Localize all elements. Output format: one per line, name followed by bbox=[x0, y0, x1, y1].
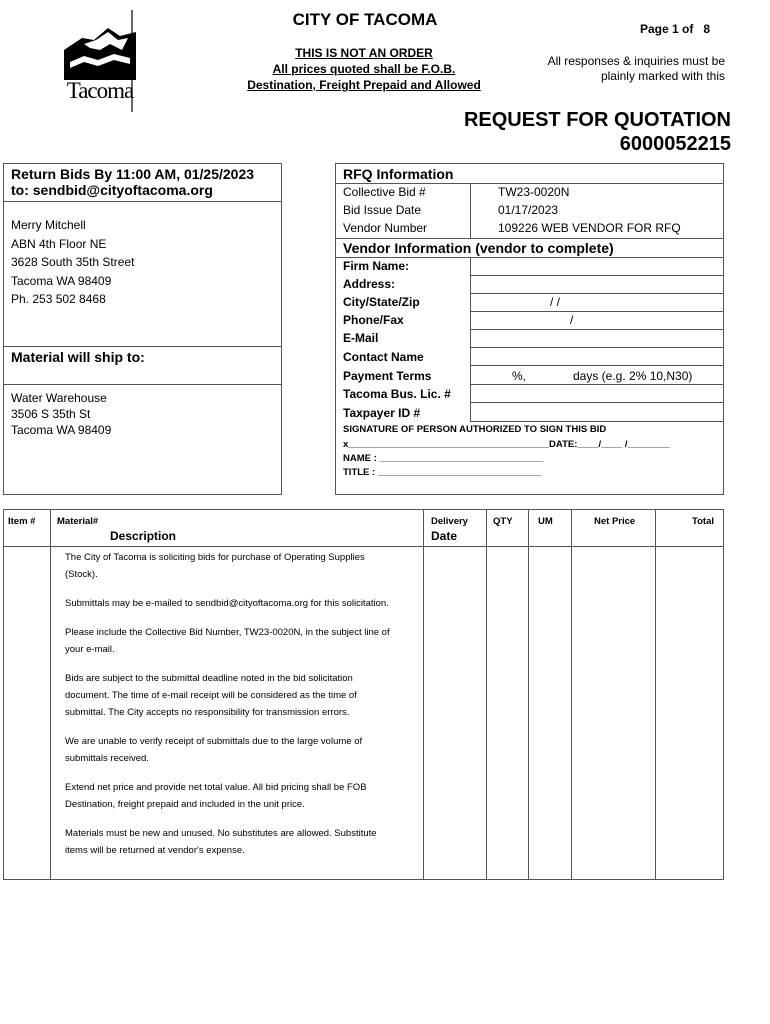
notice-line: THIS IS NOT AN ORDER bbox=[295, 46, 433, 60]
phone-fax-field[interactable] bbox=[470, 311, 724, 330]
ship-line: Water Warehouse bbox=[11, 391, 107, 405]
contact-line: Ph. 253 502 8468 bbox=[11, 292, 106, 306]
label-payment-terms: Payment Terms bbox=[343, 369, 432, 383]
column-divider bbox=[486, 509, 487, 880]
label-business-license: Tacoma Bus. Lic. # bbox=[343, 387, 451, 401]
contact-line: Merry Mitchell bbox=[11, 218, 86, 232]
notice-line: All prices quoted shall be F.O.B. bbox=[272, 62, 456, 76]
column-divider bbox=[528, 509, 529, 880]
divider bbox=[3, 346, 282, 347]
divider bbox=[3, 384, 282, 385]
page-total: 8 bbox=[703, 22, 711, 36]
signature-heading: SIGNATURE OF PERSON AUTHORIZED TO SIGN THIS BID bbox=[343, 424, 607, 435]
doc-title: REQUEST FOR QUOTATION bbox=[463, 109, 731, 131]
contact-line: Tacoma WA 98409 bbox=[11, 273, 112, 288]
description-paragraph: Bids are subject to the submittal deadline noted in the bid solicitation document. The time of e-mail receipt will be considered as the time of submittal. The City accepts no responsibility for transmission errors. bbox=[65, 673, 357, 718]
column-divider bbox=[423, 509, 424, 880]
phone-separator: / bbox=[570, 313, 574, 327]
divider bbox=[3, 201, 282, 202]
divider bbox=[335, 183, 724, 184]
rfq-value-vendor: 109226 WEB VENDOR FOR RFQ bbox=[498, 221, 681, 235]
terms-days: days (e.g. 2% 10,N30) bbox=[573, 369, 693, 383]
col-delivery: Delivery bbox=[431, 516, 468, 527]
column-divider bbox=[571, 509, 572, 880]
doc-number: 6000052215 bbox=[619, 133, 731, 155]
col-net-price: Net Price bbox=[594, 516, 636, 527]
contact-line: 3628 South 35th Street bbox=[11, 255, 135, 269]
label-taxpayer-id: Taxpayer ID # bbox=[343, 406, 421, 420]
document-title bbox=[400, 108, 731, 156]
notice-line: Destination, Freight Prepaid and Allowed bbox=[247, 78, 481, 92]
label-address: Address: bbox=[343, 277, 396, 291]
inquiries-line: plainly marked with this bbox=[600, 69, 725, 83]
item-description bbox=[65, 549, 395, 871]
description-paragraph: The City of Tacoma is soliciting bids for purchase of Operating Supplies (Stock). bbox=[65, 552, 365, 580]
label-city-state-zip: City/State/Zip bbox=[343, 295, 420, 309]
col-date: Date bbox=[431, 529, 458, 543]
col-total: Total bbox=[692, 516, 714, 527]
page-indicator bbox=[640, 22, 710, 36]
label-email: E-Mail bbox=[343, 331, 379, 345]
email-field[interactable] bbox=[470, 329, 724, 348]
ship-line: Tacoma WA 98409 bbox=[11, 423, 112, 437]
col-item: Item # bbox=[8, 516, 36, 527]
buyer-contact bbox=[11, 216, 134, 309]
description-paragraph: We are unable to verify receipt of submittals due to the large volume of submittals received. bbox=[65, 736, 363, 764]
city-state-zip-field[interactable] bbox=[470, 293, 724, 312]
return-email: to: sendbid@cityoftacoma.org bbox=[11, 182, 213, 198]
col-description: Description bbox=[110, 529, 177, 543]
description-paragraph: Extend net price and provide net total value. All bid pricing shall be FOB Destination, freight prepaid and included in the unit price. bbox=[65, 782, 367, 810]
column-divider bbox=[50, 509, 51, 880]
contact-name-field[interactable] bbox=[470, 347, 724, 366]
rfq-label-bid: Collective Bid # bbox=[343, 185, 426, 199]
taxpayer-id-field[interactable] bbox=[470, 402, 724, 422]
description-paragraph: Submittals may be e-mailed to sendbid@cityoftacoma.org for this solicitation. bbox=[65, 598, 389, 609]
rfq-label-issue-date: Bid Issue Date bbox=[343, 203, 422, 217]
signature-line[interactable]: x______________________________________DATE:____/____ /________ bbox=[343, 439, 670, 450]
inquiries-note bbox=[510, 54, 725, 84]
inquiries-line: All responses & inquiries must be bbox=[547, 54, 725, 68]
description-paragraph: Materials must be new and unused. No substitutes are allowed. Substitute items will be returned at vendor's expense. bbox=[65, 828, 377, 856]
name-line[interactable]: NAME : _______________________________ bbox=[343, 453, 544, 464]
description-paragraph: Please include the Collective Bid Number, TW23-0020N, in the subject line of your e-mail. bbox=[65, 627, 390, 655]
page-label: Page 1 of bbox=[640, 22, 694, 36]
terms-percent: %, bbox=[512, 369, 527, 383]
address-field[interactable] bbox=[470, 275, 724, 294]
column-divider bbox=[655, 509, 656, 880]
col-qty: QTY bbox=[493, 516, 513, 527]
order-notice bbox=[222, 45, 506, 93]
rfq-value-bid: TW23-0020N bbox=[498, 185, 570, 199]
col-um: UM bbox=[538, 516, 553, 527]
business-license-field[interactable] bbox=[470, 384, 724, 403]
ship-to-heading: Material will ship to: bbox=[11, 349, 145, 365]
table-header-divider bbox=[3, 546, 724, 547]
label-firm-name: Firm Name: bbox=[343, 259, 410, 273]
city-separators: / / bbox=[550, 295, 561, 309]
ship-line: 3506 S 35th St bbox=[11, 407, 91, 421]
firm-name-field[interactable] bbox=[470, 257, 724, 276]
divider bbox=[335, 238, 724, 239]
title-line[interactable]: TITLE : _______________________________ bbox=[343, 467, 542, 478]
vendor-info-heading: Vendor Information (vendor to complete) bbox=[343, 240, 614, 256]
divider bbox=[470, 183, 471, 238]
col-material: Material# bbox=[57, 516, 99, 527]
return-bids-heading bbox=[11, 166, 254, 198]
rfq-value-issue-date: 01/17/2023 bbox=[498, 203, 559, 217]
label-contact-name: Contact Name bbox=[343, 350, 424, 364]
label-phone-fax: Phone/Fax bbox=[343, 313, 404, 327]
return-bids-panel bbox=[3, 163, 282, 495]
rfq-info-heading: RFQ Information bbox=[343, 166, 454, 182]
city-title: CITY OF TACOMA bbox=[292, 10, 438, 29]
rfq-label-vendor: Vendor Number bbox=[343, 221, 428, 235]
ship-to-address bbox=[11, 390, 111, 438]
contact-line: ABN 4th Floor NE bbox=[11, 236, 107, 251]
logo-wordmark: Tacoma bbox=[66, 78, 134, 103]
return-deadline: Return Bids By 11:00 AM, 01/25/2023 bbox=[11, 166, 255, 182]
